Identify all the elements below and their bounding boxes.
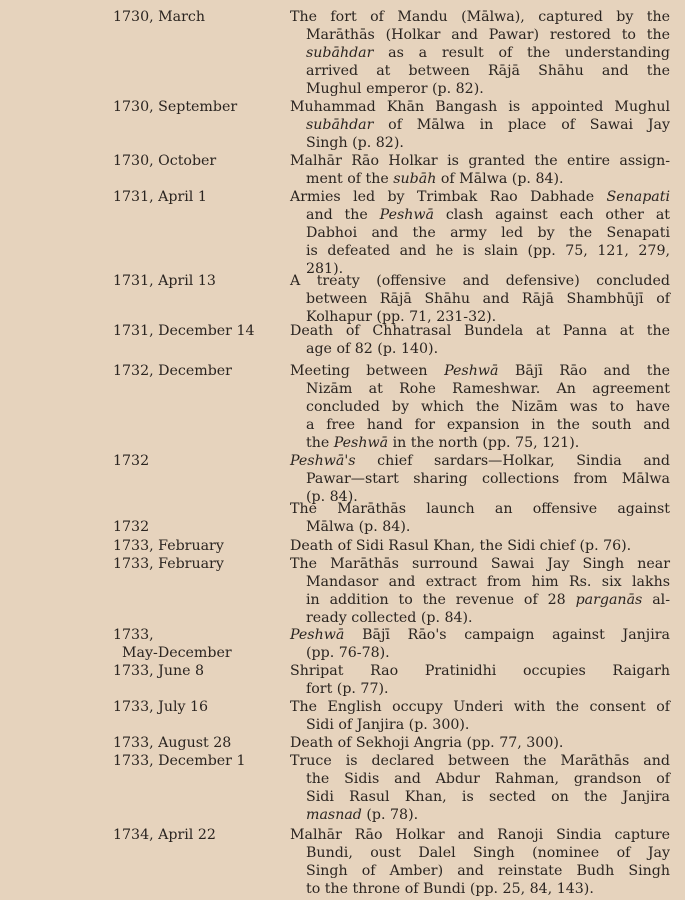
description-line: Shripat Rao Pratinidhi occupies Raigarh (290, 663, 670, 679)
entry-description (290, 698, 670, 734)
entry-description (290, 662, 670, 698)
entry-date: 1733, July 16 (113, 699, 209, 715)
entry-date: 1732 (113, 519, 150, 535)
entry-date: 1731, April 13 (113, 273, 216, 289)
description-line: Singh of Amber) and reinstate Budh Singh (306, 863, 670, 879)
description-line: Meeting between Peshwā Bājī Rāo and the (290, 363, 670, 379)
description-line: Malhār Rāo Holkar and Ranoji Sindia capture (290, 827, 670, 843)
description-line: Peshwā's chief sardars—Holkar, Sindia and (290, 453, 670, 469)
entry-description (290, 500, 670, 536)
entry-date: 1730, September (113, 99, 238, 115)
description-line: Bundi, oust Dalel Singh (nominee of Jay (306, 845, 670, 861)
description-line: The fort of Mandu (Mālwa), captured by the (290, 9, 670, 25)
description-line: Mandasor and extract from him Rs. six lakhs (306, 574, 670, 590)
description-line: masnad (p. 78). (306, 807, 419, 823)
entry-date: 1733, August 28 (113, 735, 232, 751)
description-line: The Marāthās launch an offensive against (290, 501, 670, 517)
description-line: is defeated and he is slain (pp. 75, 121, 279, (306, 243, 670, 259)
entry-date: 1730, March (113, 9, 205, 25)
description-line: Death of Sidi Rasul Khan, the Sidi chief (p. 76). (290, 538, 632, 554)
entry-date: 1733, May-December (113, 627, 232, 661)
entry-date: 1733, June 8 (113, 663, 205, 679)
entry-description (290, 8, 670, 98)
description-line: a free hand for expansion in the south and (306, 417, 670, 433)
description-line: The Marāthās surround Sawai Jay Singh near (290, 556, 670, 572)
description-line: The English occupy Underi with the consent of (290, 699, 670, 715)
description-line: Truce is declared between the Marāthās and (290, 753, 670, 769)
description-line: (pp. 76-78). (306, 645, 390, 661)
description-line: Pawar—start sharing collections from Mālwa (306, 471, 670, 487)
description-line: to the throne of Bundi (pp. 25, 84, 143). (306, 881, 594, 897)
description-line: Death of Sekhoji Angria (pp. 77, 300). (290, 735, 564, 751)
description-line: Mālwa (p. 84). (306, 519, 411, 535)
entry-date: 1730, October (113, 153, 217, 169)
entry-description (290, 362, 670, 452)
description-line: fort (p. 77). (306, 681, 389, 697)
entry-description (290, 555, 670, 627)
description-line: Kolhapur (pp. 71, 231-32). (306, 309, 497, 325)
description-line: Muhammad Khān Bangash is appointed Mughul (290, 99, 670, 115)
description-line: age of 82 (p. 140). (306, 341, 439, 357)
description-line: ready collected (p. 84). (306, 610, 473, 626)
description-line: between Rājā Shāhu and Rājā Shambhūjī of (306, 291, 670, 307)
entry-description (290, 152, 670, 188)
entry-date: 1733, February (113, 538, 224, 554)
description-line: Mughul emperor (p. 82). (306, 81, 484, 97)
description-line: A treaty (offensive and defensive) concluded (290, 273, 670, 289)
description-line: Malhār Rāo Holkar is granted the entire assign- (290, 153, 670, 169)
description-line: Dabhoi and the army led by the Senapati (306, 225, 670, 241)
entry-date: 1731, April 1 (113, 189, 207, 205)
description-line: subāhdar as a result of the understanding (306, 45, 670, 61)
entry-description (290, 734, 670, 752)
entry-description (290, 188, 670, 278)
entry-date: 1733, December 1 (113, 753, 246, 769)
description-line: Sidi of Janjira (p. 300). (306, 717, 470, 733)
entry-date: 1734, April 22 (113, 827, 216, 843)
description-line: (p. 84). (306, 489, 358, 505)
entry-description (290, 98, 670, 152)
entry-description (290, 826, 670, 898)
entry-description (290, 452, 670, 506)
entry-date: 1733, February (113, 556, 224, 572)
description-line: the Sidis and Abdur Rahman, grandson of (306, 771, 670, 787)
entry-description (290, 752, 670, 824)
entry-description (290, 537, 670, 555)
description-line: Sidi Rasul Khan, is sected on the Janjira (306, 789, 670, 805)
entry-description (290, 272, 670, 326)
description-line: in addition to the revenue of 28 parganās al- (306, 592, 670, 608)
entry-description (290, 626, 670, 662)
entry-date: 1732 (113, 453, 150, 469)
description-line: Peshwā Bājī Rāo's campaign against Janjira (290, 627, 670, 643)
description-line: Death of Chhatrasal Bundela at Panna at the (290, 323, 670, 339)
description-line: Marāthās (Holkar and Pawar) restored to the (306, 27, 670, 43)
entry-date: 1732, December (113, 363, 232, 379)
description-line: concluded by which the Nizām was to have (306, 399, 670, 415)
description-line: Armies led by Trimbak Rao Dabhade Senapati (290, 189, 670, 205)
description-line: Nizām at Rohe Rameshwar. An agreement (306, 381, 670, 397)
description-line: ment of the subāh of Mālwa (p. 84). (306, 171, 564, 187)
entry-description (290, 322, 670, 358)
description-line: and the Peshwā clash against each other at (306, 207, 670, 223)
description-line: Singh (p. 82). (306, 135, 404, 151)
description-line: arrived at between Rājā Shāhu and the (306, 63, 670, 79)
description-line: the Peshwā in the north (pp. 75, 121). (306, 435, 580, 451)
description-line: 281). (306, 261, 344, 277)
description-line: subāhdar of Mālwa in place of Sawai Jay (306, 117, 670, 133)
entry-date: 1731, December 14 (113, 323, 255, 339)
